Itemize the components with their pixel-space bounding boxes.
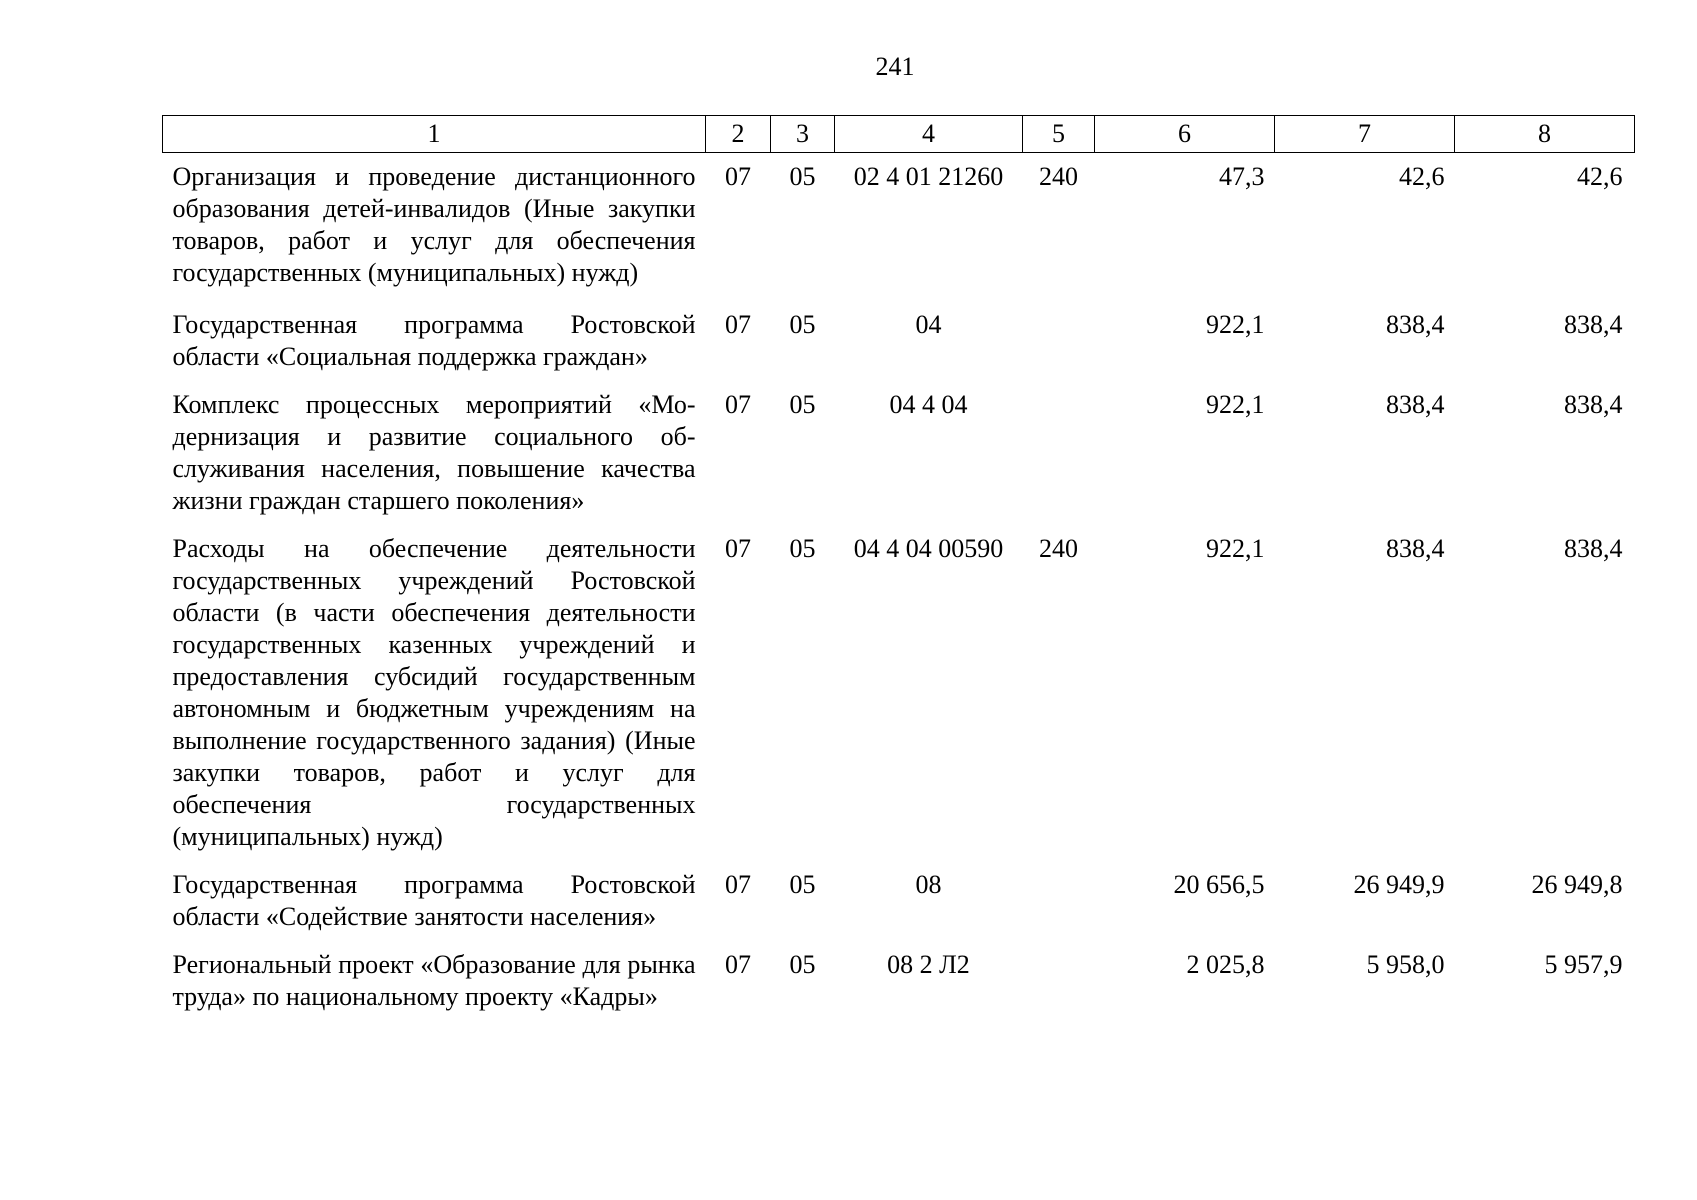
row-amount-col8: 42,6	[1577, 162, 1623, 191]
row-section-code: 07	[725, 950, 751, 979]
row-target-code: 04 4 04	[889, 390, 968, 419]
row-amount-col7: 5 958,0	[1366, 950, 1445, 979]
row-amount-col7: 838,4	[1386, 534, 1445, 563]
table-row	[163, 153, 1635, 298]
row-description: Государственная программа Ростовской области «Содействие занятости населения»	[172, 870, 696, 931]
header-cell-6: 6	[1095, 116, 1275, 153]
row-section-code: 07	[725, 390, 751, 419]
row-section-code: 07	[725, 162, 751, 191]
row-section-code: 07	[725, 310, 751, 339]
row-section-code: 07	[725, 870, 751, 899]
row-amount-col8: 838,4	[1564, 534, 1623, 563]
row-target-code: 04	[915, 310, 942, 339]
row-subsection-code: 05	[789, 950, 816, 979]
table-row	[163, 381, 1635, 525]
row-amount-col8: 5 957,9	[1544, 950, 1623, 979]
header-cell-1: 1	[163, 116, 706, 153]
row-subsection-code: 05	[789, 162, 816, 191]
header-cell-7: 7	[1275, 116, 1455, 153]
page-number: 241	[875, 52, 915, 81]
row-amount-col6: 47,3	[1219, 162, 1265, 191]
row-amount-col8: 838,4	[1564, 310, 1623, 339]
row-expense-type: 240	[1039, 534, 1078, 563]
row-expense-type: 240	[1039, 162, 1078, 191]
row-amount-col6: 922,1	[1206, 534, 1265, 563]
row-amount-col6: 922,1	[1206, 390, 1265, 419]
row-target-code: 04 4 04 00590	[853, 534, 1004, 563]
row-description: Комплекс процессных мероприятий «Модернизация и развитие социального обслуживания населения, повышение качества жизни граждан старшего поколения»	[172, 390, 696, 515]
row-amount-col8: 26 949,8	[1531, 870, 1623, 899]
row-target-code: 02 4 01 21260	[853, 162, 1004, 191]
row-amount-col6: 2 025,8	[1186, 950, 1265, 979]
header-cell-4: 4	[835, 116, 1023, 153]
table-row	[163, 861, 1635, 941]
row-subsection-code: 05	[789, 310, 816, 339]
header-row	[163, 116, 1635, 153]
table-row	[163, 297, 1635, 381]
row-expense-type	[1023, 861, 1095, 941]
row-amount-col7: 838,4	[1386, 390, 1445, 419]
row-description: Государственная программа Ростовской области «Социальная поддержка граждан»	[172, 310, 696, 371]
row-target-code: 08 2 Л2	[887, 950, 970, 979]
row-description: Расходы на обеспечение деятельности государственных учреждений Ростовской области (в части обеспечения деятельности государственных казенных учреждений и предоставления субсидий государственным автономным и бюджетным учреждениям на выполнение государственного задания) (Иные закупки товаров, работ и услуг для обеспечения государственных (муниципальных) нужд)	[172, 534, 696, 851]
row-expense-type	[1023, 941, 1095, 1021]
header-cell-8: 8	[1455, 116, 1635, 153]
header-cell-2: 2	[706, 116, 771, 153]
row-subsection-code: 05	[789, 870, 816, 899]
row-subsection-code: 05	[789, 390, 816, 419]
row-amount-col7: 838,4	[1386, 310, 1445, 339]
row-target-code: 08	[915, 870, 942, 899]
row-amount-col6: 20 656,5	[1173, 870, 1265, 899]
budget-table	[162, 115, 1635, 1021]
header-cell-5: 5	[1023, 116, 1095, 153]
row-description: Региональный проект «Образование для рынка труда» по национальному проекту «Кадры»	[172, 950, 696, 1011]
row-amount-col7: 26 949,9	[1353, 870, 1445, 899]
row-amount-col7: 42,6	[1399, 162, 1445, 191]
row-section-code: 07	[725, 534, 751, 563]
row-amount-col8: 838,4	[1564, 390, 1623, 419]
row-expense-type	[1023, 381, 1095, 525]
row-amount-col6: 922,1	[1206, 310, 1265, 339]
header-cell-3: 3	[771, 116, 835, 153]
table-row	[163, 941, 1635, 1021]
table-row	[163, 525, 1635, 861]
row-description: Организация и проведение дистанционного образования детей-инвалидов (Иные закупки товаров, работ и услуг для обеспечения государственных (муниципальных) нужд)	[172, 162, 696, 287]
row-expense-type	[1023, 297, 1095, 381]
row-subsection-code: 05	[789, 534, 816, 563]
